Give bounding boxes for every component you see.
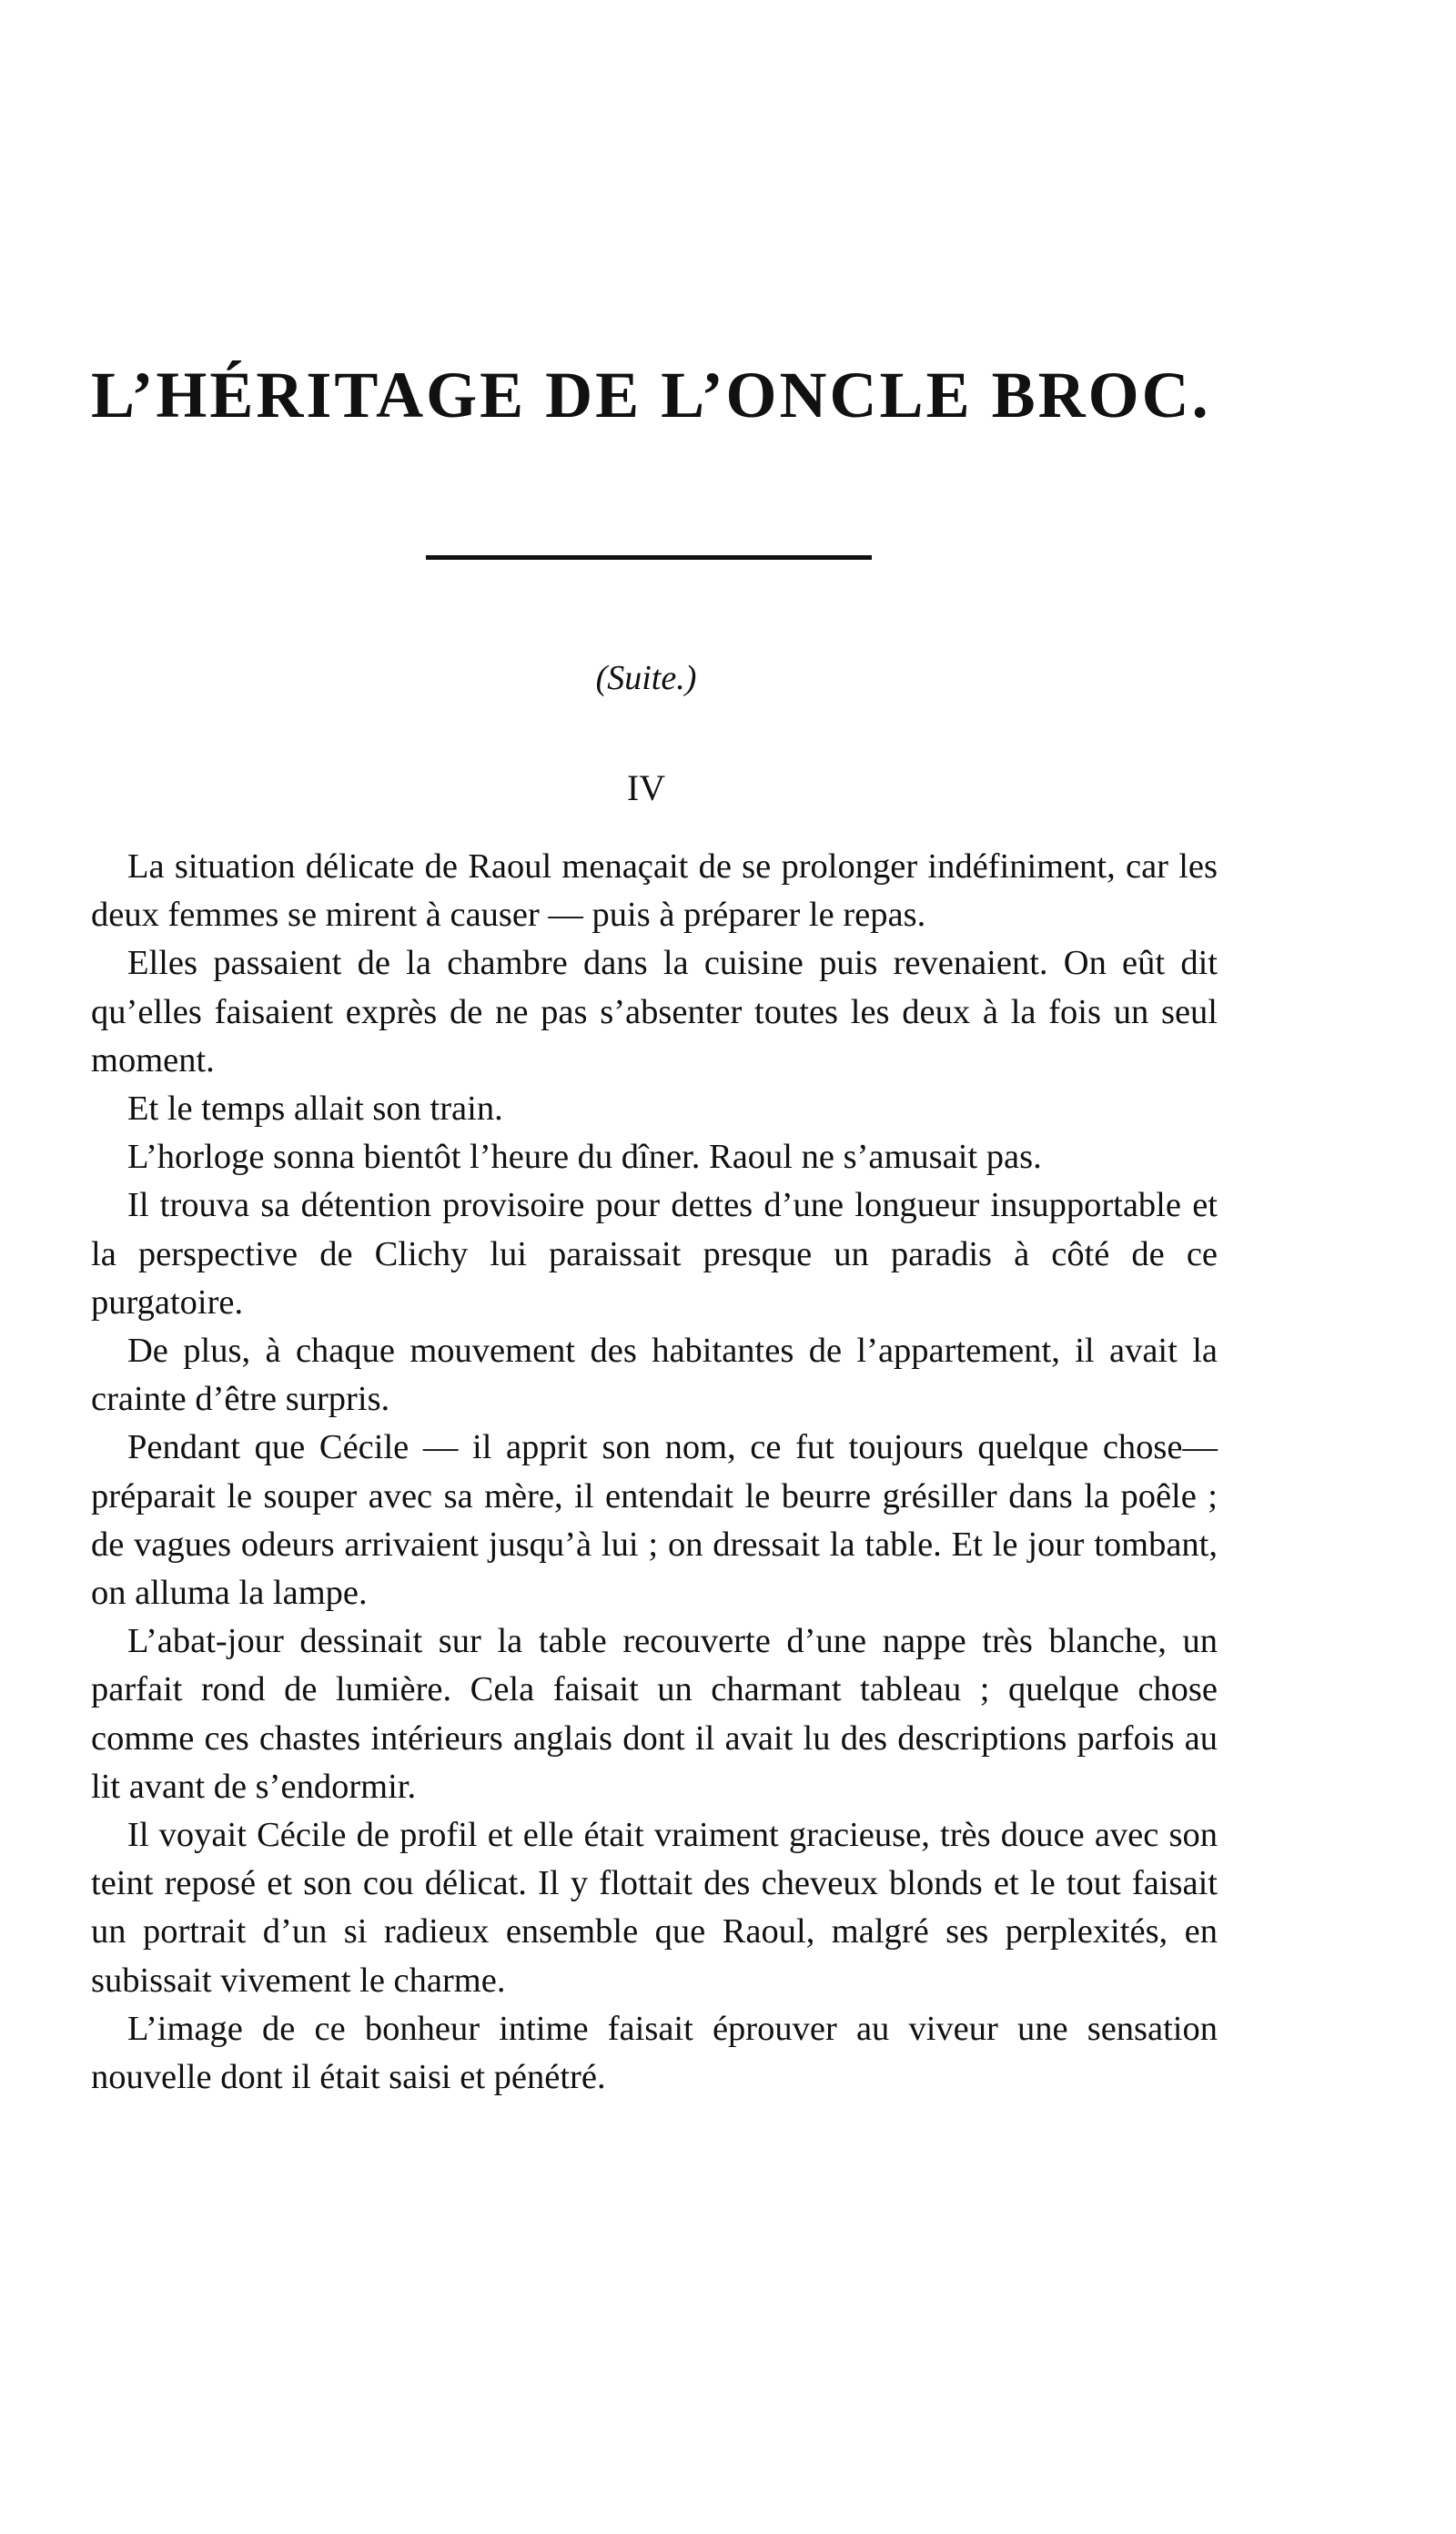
chapter-number: IV [626,767,666,808]
paragraph: L’image de ce bonheur intime faisait éprouver au viveur une sensation nouvelle dont il était saisi et pénétré. [91,2009,1218,2097]
paragraph: La situation délicate de Raoul menaçait de se prolonger indéfiniment, car les deux femmes se mirent à causer — puis à préparer le repas. [91,847,1218,935]
body-text [91,843,1218,2102]
paragraph: Elles passaient de la chambre dans la cuisine puis revenaient. On eût dit qu’elles faisaient exprès de ne pas s’absenter toutes les deux à la fois un seul moment. [91,944,1218,1079]
paragraph: Et le temps allait son train. [127,1090,503,1129]
paragraph: Il voyait Cécile de profil et elle était vraiment gracieuse, très douce avec son teint reposé et son cou délicat. Il y flottait des cheveux blonds et le tout faisait un portrait d’un si radieux ensemble que Raoul, malgré ses perplexités, en subissait vivement le charme. [91,1816,1218,2000]
continuation-subtitle: (Suite.) [595,659,697,697]
paragraph: Pendant que Cécile — il apprit son nom, ce fut toujours quelque chose— préparait le souper avec sa mère, il entendait le beurre grésiller dans la poêle ; de vagues odeurs arrivaient jusqu’à lui ; on dressait la table. Et le jour tombant, on alluma la lampe. [91,1428,1218,1613]
paragraph: De plus, à chaque mouvement des habitantes de l’appartement, il avait la crainte d’être surpris. [91,1332,1218,1419]
page-title: L’HÉRITAGE DE L’ONCLE BROC. [91,359,1211,431]
paragraph: Il trouva sa détention provisoire pour dettes d’une longueur insupportable et la perspective de Clichy lui paraissait presque un paradis à côté de ce purgatoire. [91,1186,1218,1322]
title-rule-divider [426,555,872,560]
paragraph: L’horloge sonna bientôt l’heure du dîner. Raoul ne s’amusait pas. [127,1138,1042,1177]
paragraph: L’abat-jour dessinait sur la table recouverte d’une nappe très blanche, un parfait rond de lumière. Cela faisait un charmant tableau ; quelque chose comme ces chastes intérieurs anglais dont il avait lu des descriptions parfois au lit avant de s’endormir. [91,1622,1218,1806]
